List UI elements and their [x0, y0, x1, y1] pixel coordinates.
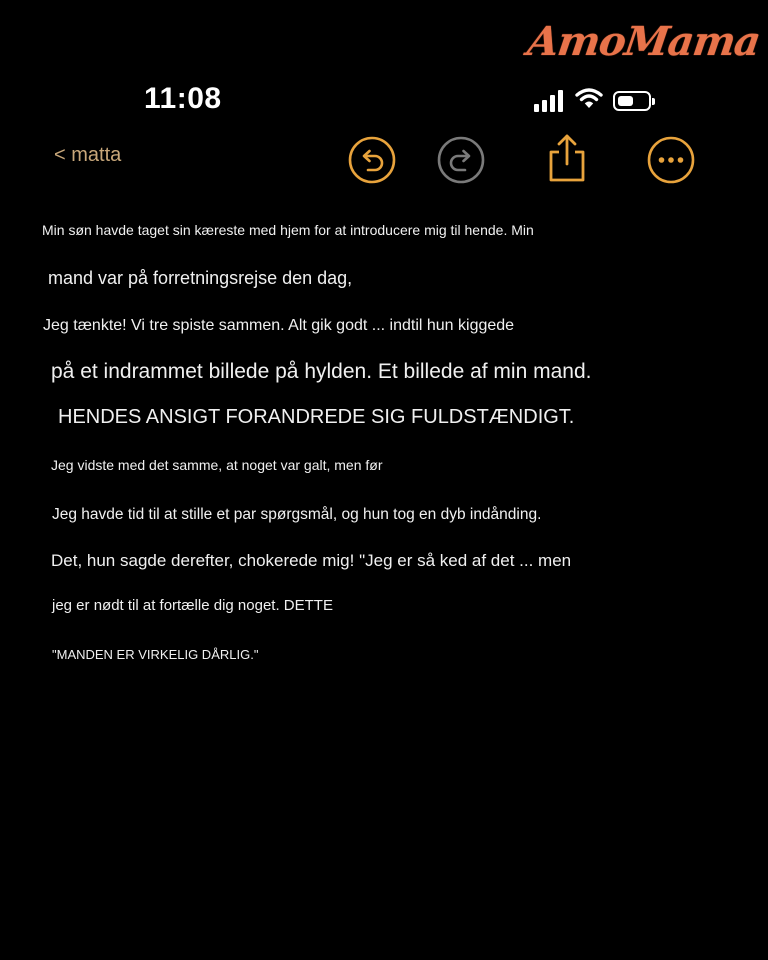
note-line-10: "MANDEN ER VIRKELIG DÅRLIG." — [52, 647, 259, 662]
note-line-7: Jeg havde tid til at stille et par spørgsmål, og hun tog en dyb indånding. — [52, 506, 542, 523]
status-icons — [534, 87, 651, 114]
more-icon — [647, 136, 695, 184]
status-time: 11:08 — [144, 82, 222, 115]
battery-fill — [618, 96, 633, 106]
battery-icon — [613, 91, 651, 111]
note-line-9: jeg er nødt til at fortælle dig noget. DETTE — [52, 597, 333, 614]
redo-button[interactable] — [437, 136, 485, 184]
note-line-3: Jeg tænkte! Vi tre spiste sammen. Alt gik godt ... indtil hun kiggede — [43, 317, 515, 334]
note-line-4: på et indrammet billede på hylden. Et billede af min mand. — [51, 360, 592, 383]
undo-icon — [348, 136, 396, 184]
note-line-8: Det, hun sagde derefter, chokerede mig! "Jeg er så ked af det ... men — [51, 551, 572, 570]
wifi-icon — [575, 87, 603, 114]
note-line-6: Jeg vidste med det samme, at noget var galt, men før — [51, 457, 383, 473]
battery-nub — [652, 98, 655, 105]
redo-icon — [437, 136, 485, 184]
back-button[interactable]: < matta — [54, 144, 122, 166]
undo-button[interactable] — [348, 136, 396, 184]
cellular-signal-icon — [534, 90, 563, 112]
more-button[interactable] — [647, 136, 695, 184]
share-icon — [543, 132, 591, 184]
note-line-5: HENDES ANSIGT FORANDREDE SIG FULDSTÆNDIGT. — [58, 406, 575, 428]
note-line-2: mand var på forretningsrejse den dag, — [48, 268, 353, 288]
brand-logo: AmoMama — [524, 18, 763, 65]
note-line-1: Min søn havde taget sin kæreste med hjem for at introducere mig til hende. Min — [42, 222, 534, 238]
share-button[interactable] — [543, 132, 591, 180]
